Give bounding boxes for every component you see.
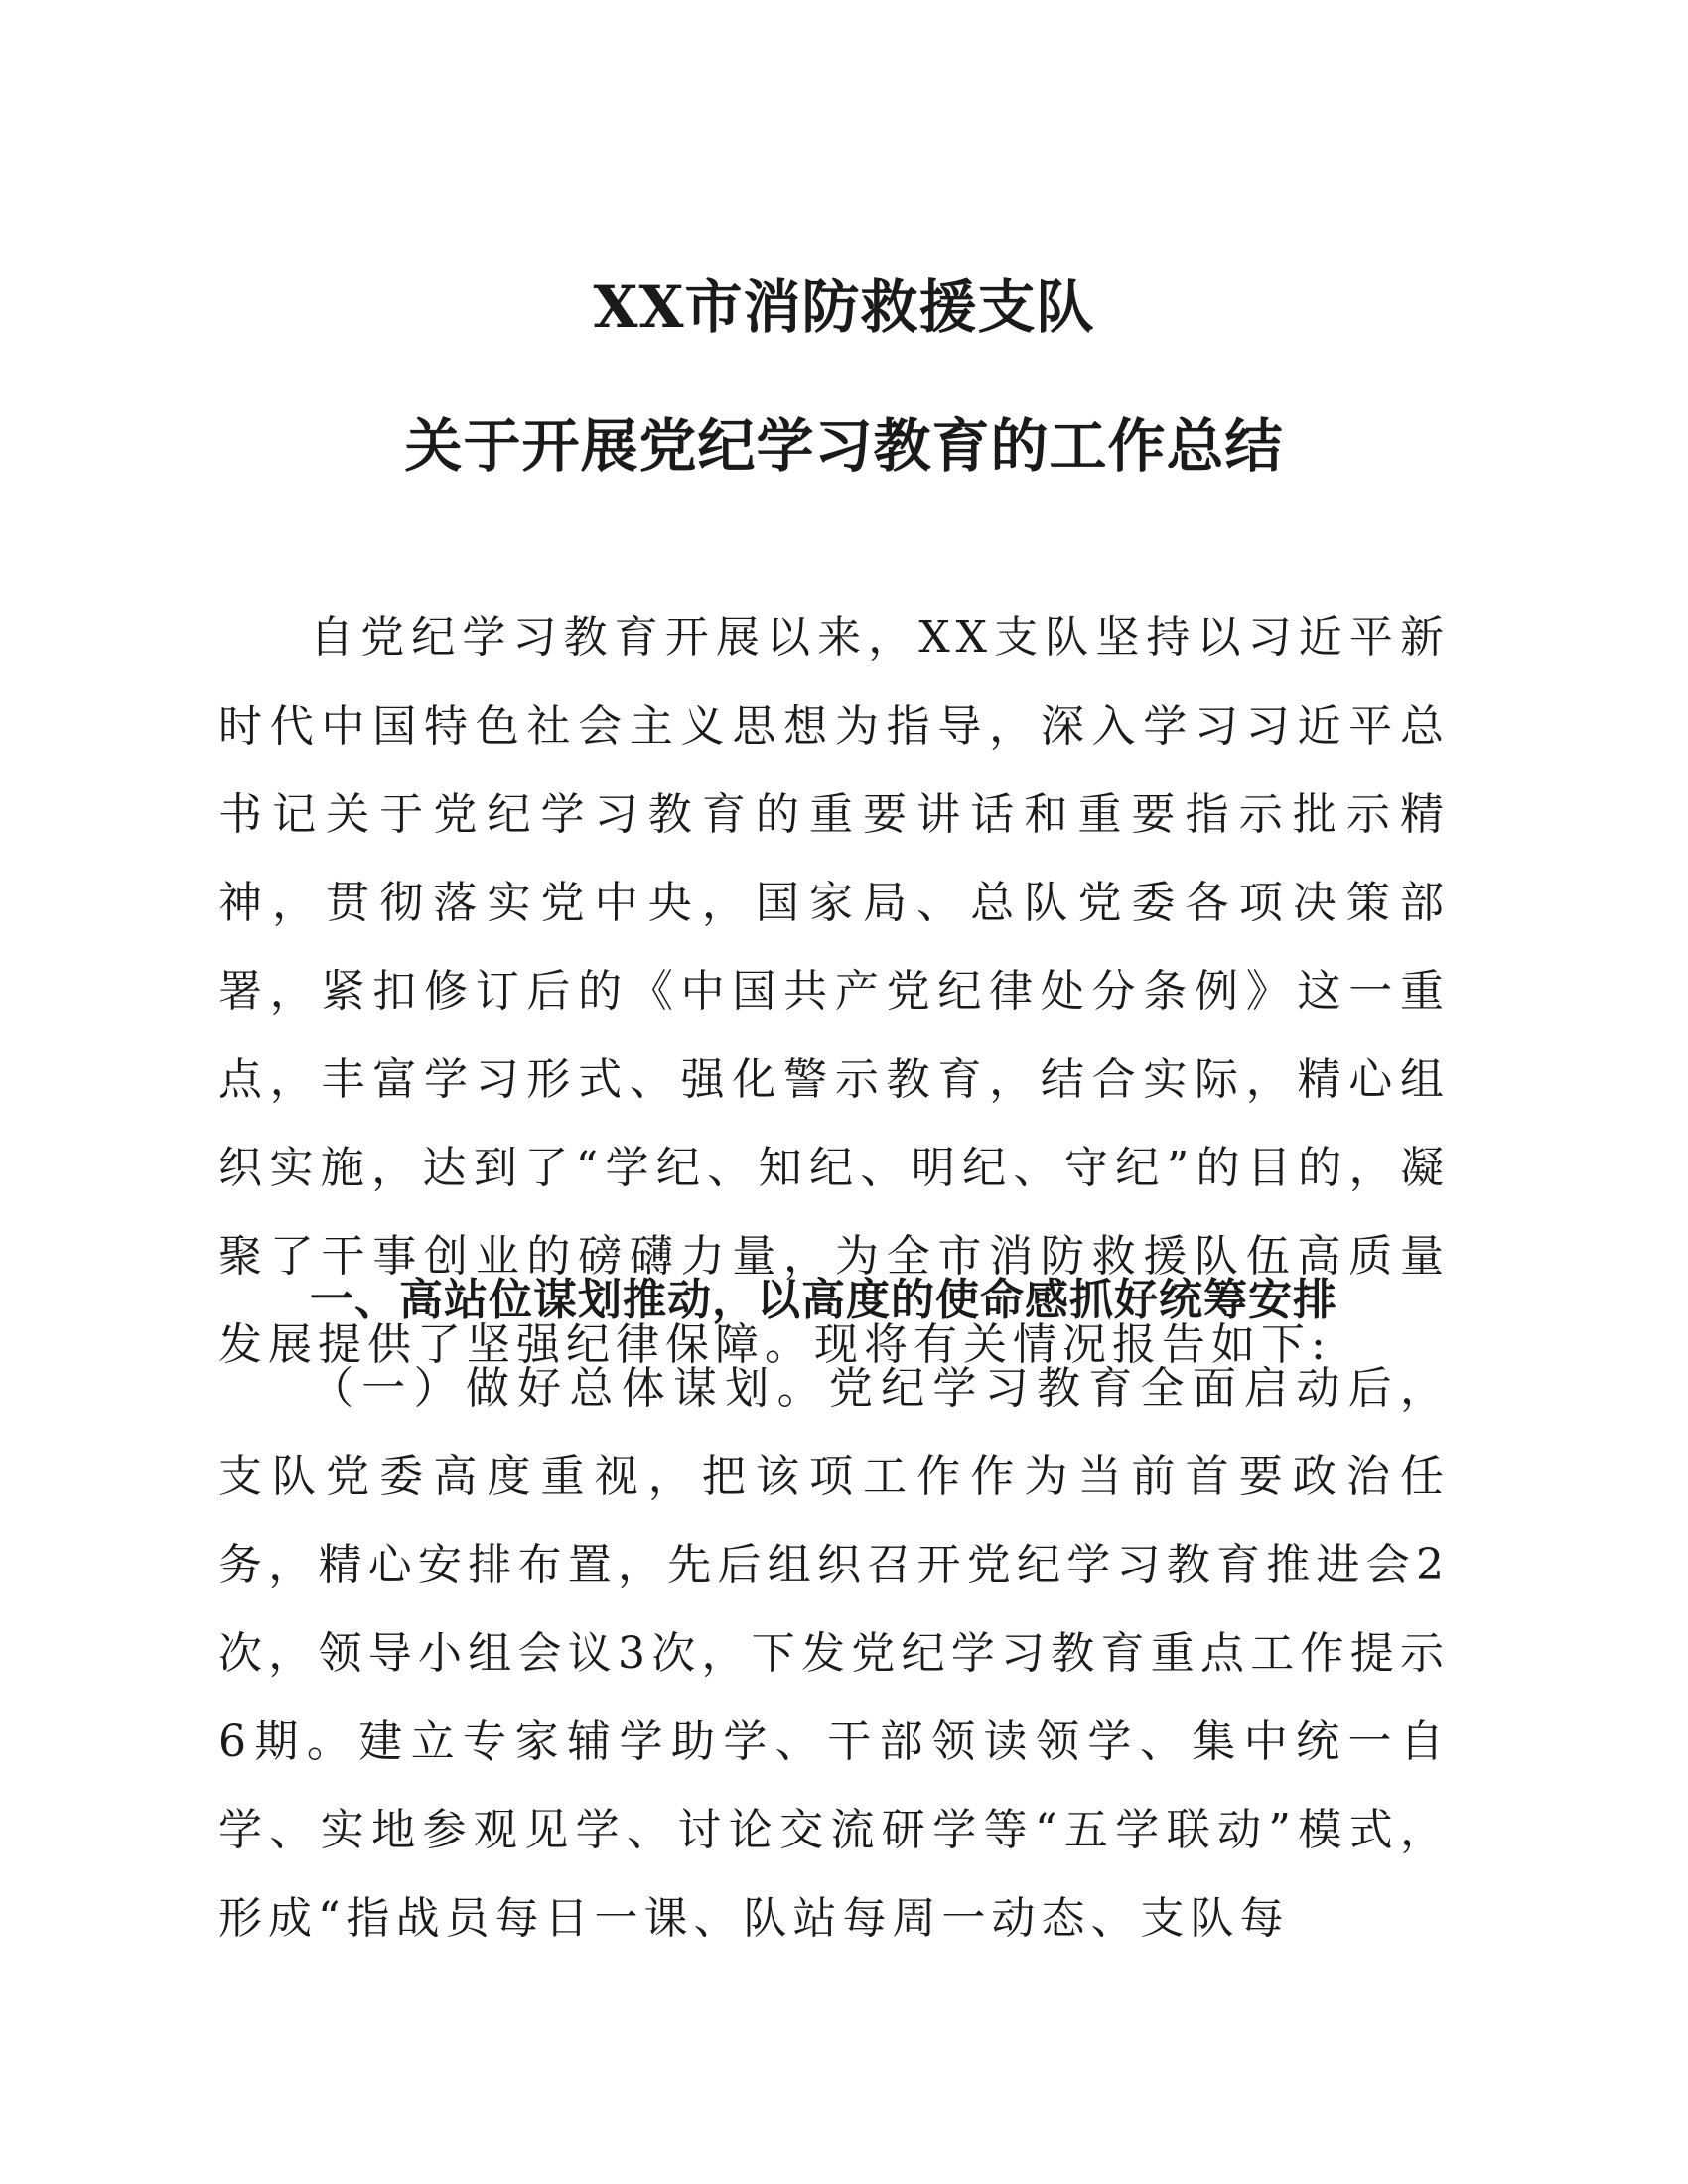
section-heading-1: 一、高站位谋划推动，以高度的使命感抓好统筹安排 — [310, 1275, 1337, 1325]
document-title-line-2: 关于开展党纪学习教育的工作总结 — [404, 412, 1284, 479]
document-title-line-1: XX市消防救援支队 — [593, 273, 1095, 341]
section-1-paragraph-1: （一）做好总体谋划。党纪学习教育全面启动后，支队党委高度重视，把该项工作作为当前首要政治任务，精心安排布置，先后组织召开党纪学习教育推进会2次，领导小组会议3次，下发党纪学习教育重点工作提示6期。建立专家辅学助学、干部领读领学、集中统一自学、实地参观见学、讨论交流研学等“五学联动”模式，形成“指战员每日一课、队站每周一动态、支队每 — [218, 1363, 1450, 1944]
intro-paragraph: 自党纪学习教育开展以来，XX支队坚持以习近平新时代中国特色社会主义思想为指导，深入学习习近平总书记关于党纪学习教育的重要讲话和重要指示批示精神，贯彻落实党中央，国家局、总队党委各项决策部署，紧扣修订后的《中国共产党纪律处分条例》这一重点，丰富学习形式、强化警示教育，结合实际，精心组织实施，达到了“学纪、知纪、明纪、守纪”的目的，凝聚了干事创业的磅礴力量，为全市消防救援队伍高质量发展提供了坚强纪律保障。现将有关情况报告如下: — [218, 613, 1450, 1370]
